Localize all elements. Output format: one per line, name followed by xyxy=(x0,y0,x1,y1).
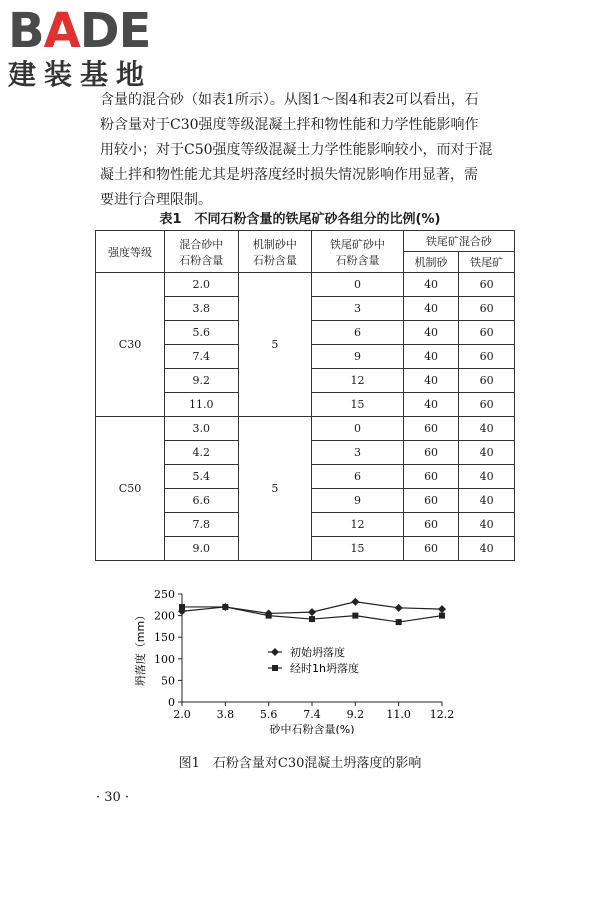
mixed-stone-cell: 7.8 xyxy=(165,513,239,537)
header-tail xyxy=(312,231,404,273)
mixed-stone-cell: 2.0 xyxy=(165,273,239,297)
y-tick-label: 50 xyxy=(161,674,175,688)
tail-stone-cell: 12 xyxy=(312,369,404,393)
x-tick-label: 5.6 xyxy=(259,708,278,721)
logo-brand: BADE xyxy=(8,3,151,59)
mixed-stone-cell: 4.2 xyxy=(165,441,239,465)
data-point-diamond xyxy=(351,598,359,606)
tail-stone-cell: 15 xyxy=(312,537,404,561)
mixed-stone-cell: 9.2 xyxy=(165,369,239,393)
tail-stone-cell: 3 xyxy=(312,297,404,321)
mixed-stone-cell: 6.6 xyxy=(165,489,239,513)
grade-cell: C30 xyxy=(96,273,165,417)
x-tick-label: 11.0 xyxy=(386,708,411,721)
header-blend-tail: 铁尾矿 xyxy=(459,252,515,273)
x-axis-label: 砂中石粉含量(%) xyxy=(269,723,355,734)
data-point-square xyxy=(222,604,228,610)
header-tail-l2: 石粉含量 xyxy=(335,253,380,267)
page-number: · 30 · xyxy=(96,790,130,805)
body-paragraph xyxy=(100,88,520,213)
y-tick-label: 150 xyxy=(154,631,175,645)
legend-label: 初始坍落度 xyxy=(290,646,345,659)
data-point-square xyxy=(352,613,358,619)
header-tail-l1: 铁尾矿砂中 xyxy=(329,237,385,251)
blend-machine-cell: 40 xyxy=(403,345,459,369)
bade-logo xyxy=(8,3,178,98)
legend-marker-diamond xyxy=(271,648,279,656)
blend-machine-cell: 40 xyxy=(403,369,459,393)
y-tick-label: 0 xyxy=(168,696,175,709)
x-tick-label: 2.0 xyxy=(173,708,191,721)
sand-composition-table xyxy=(95,230,515,561)
table-row xyxy=(96,273,515,297)
y-tick-label: 250 xyxy=(154,588,175,601)
blend-machine-cell: 60 xyxy=(403,441,459,465)
x-tick-label: 9.2 xyxy=(346,708,365,721)
para-line: 凝土拌和物性能尤其是坍落度经时损失情况影响作用显著，需 xyxy=(100,167,478,183)
x-tick-label: 7.4 xyxy=(303,708,321,721)
blend-tail-cell: 40 xyxy=(459,489,515,513)
tail-stone-cell: 0 xyxy=(312,417,404,441)
data-point-diamond xyxy=(395,604,403,612)
tail-stone-cell: 15 xyxy=(312,393,404,417)
para-line: 用较小；对于C50强度等级混凝土力学性能影响较小，而对于混 xyxy=(100,142,493,158)
tail-stone-cell: 6 xyxy=(312,465,404,489)
blend-tail-cell: 60 xyxy=(459,369,515,393)
blend-tail-cell: 40 xyxy=(459,513,515,537)
machine-stone-cell: 5 xyxy=(238,417,312,561)
header-mixed-l1: 混合砂中 xyxy=(179,237,224,251)
header-blend-machine: 机制砂 xyxy=(403,252,459,273)
blend-tail-cell: 60 xyxy=(459,273,515,297)
mixed-stone-cell: 11.0 xyxy=(165,393,239,417)
tail-stone-cell: 0 xyxy=(312,273,404,297)
blend-tail-cell: 40 xyxy=(459,465,515,489)
logo-subtitle: 建装基地 xyxy=(8,58,153,91)
header-machine-l1: 机制砂中 xyxy=(252,237,297,251)
header-blend: 铁尾矿混合砂 xyxy=(403,231,514,252)
tail-stone-cell: 9 xyxy=(312,345,404,369)
blend-machine-cell: 60 xyxy=(403,465,459,489)
legend-marker-square xyxy=(272,665,278,671)
data-point-diamond xyxy=(308,608,316,616)
y-tick-label: 200 xyxy=(154,609,175,623)
blend-tail-cell: 40 xyxy=(459,417,515,441)
tail-stone-cell: 3 xyxy=(312,441,404,465)
data-point-square xyxy=(396,619,402,625)
data-point-square xyxy=(309,616,315,622)
blend-machine-cell: 60 xyxy=(403,489,459,513)
y-axis-label: 坍落度（mm） xyxy=(134,609,147,687)
para-line: 粉含量对于C30强度等级混凝土拌和物性能和力学性能影响作 xyxy=(100,117,479,133)
header-grade: 强度等级 xyxy=(96,231,165,273)
tail-stone-cell: 9 xyxy=(312,489,404,513)
blend-tail-cell: 40 xyxy=(459,441,515,465)
machine-stone-cell: 5 xyxy=(238,273,312,417)
blend-machine-cell: 40 xyxy=(403,393,459,417)
header-mixed-l2: 石粉含量 xyxy=(179,253,224,267)
blend-machine-cell: 60 xyxy=(403,417,459,441)
tail-stone-cell: 12 xyxy=(312,513,404,537)
tail-stone-cell: 6 xyxy=(312,321,404,345)
header-machine xyxy=(238,231,312,273)
blend-machine-cell: 60 xyxy=(403,537,459,561)
mixed-stone-cell: 9.0 xyxy=(165,537,239,561)
legend-label: 经时1h坍落度 xyxy=(290,662,359,675)
x-tick-label: 12.2 xyxy=(429,708,455,721)
data-point-square xyxy=(179,604,185,610)
figure-caption: 图1 石粉含量对C30混凝土坍落度的影响 xyxy=(178,756,422,771)
slump-chart xyxy=(120,582,480,734)
mixed-stone-cell: 5.6 xyxy=(165,321,239,345)
data-point-diamond xyxy=(438,605,446,613)
blend-tail-cell: 60 xyxy=(459,393,515,417)
data-point-square xyxy=(439,613,445,619)
table-row xyxy=(96,417,515,441)
mixed-stone-cell: 3.8 xyxy=(165,297,239,321)
y-tick-label: 100 xyxy=(154,652,175,666)
blend-tail-cell: 60 xyxy=(459,321,515,345)
blend-machine-cell: 60 xyxy=(403,513,459,537)
x-tick-label: 3.8 xyxy=(216,708,235,721)
blend-machine-cell: 40 xyxy=(403,273,459,297)
blend-machine-cell: 40 xyxy=(403,297,459,321)
grade-cell: C50 xyxy=(96,417,165,561)
mixed-stone-cell: 3.0 xyxy=(165,417,239,441)
table-caption: 表1 不同石粉含量的铁尾矿砂各组分的比例(%) xyxy=(159,212,441,227)
para-line: 要进行合理限制。 xyxy=(100,192,212,208)
mixed-stone-cell: 5.4 xyxy=(165,465,239,489)
mixed-stone-cell: 7.4 xyxy=(165,345,239,369)
header-mixed xyxy=(165,231,239,273)
blend-tail-cell: 40 xyxy=(459,537,515,561)
blend-machine-cell: 40 xyxy=(403,321,459,345)
data-point-square xyxy=(266,613,272,619)
blend-tail-cell: 60 xyxy=(459,345,515,369)
header-machine-l2: 石粉含量 xyxy=(252,253,297,267)
para-line: 含量的混合砂（如表1所示）。从图1～图4和表2可以看出，石 xyxy=(100,92,479,108)
blend-tail-cell: 60 xyxy=(459,297,515,321)
